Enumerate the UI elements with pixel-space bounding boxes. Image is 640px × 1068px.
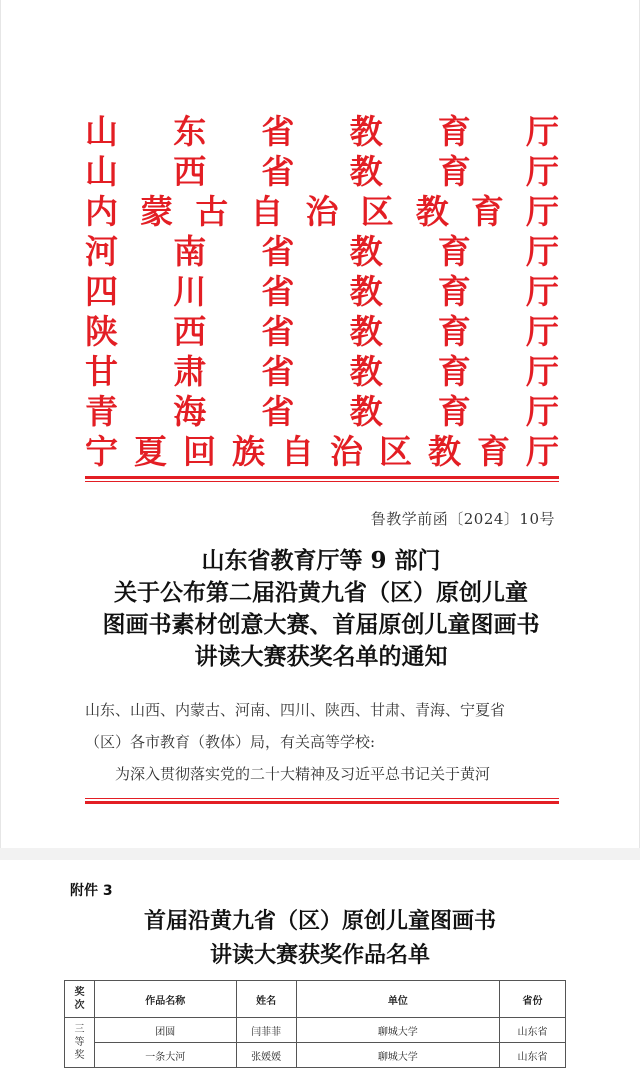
header-char: 区 <box>360 192 394 231</box>
header-line <box>85 272 559 312</box>
header-char: 海 <box>173 392 207 431</box>
red-separator-bottom <box>85 798 559 804</box>
header-work: 作品名称 <box>94 981 236 1018</box>
header-char: 教 <box>349 232 383 271</box>
header-award <box>65 981 95 1018</box>
attachment-title-line: 讲读大赛获奖作品名单 <box>209 942 430 968</box>
header-char: 治 <box>305 192 339 231</box>
header-char: 育 <box>477 432 510 471</box>
header-char: 育 <box>437 152 471 191</box>
award-level-char: 等 <box>74 1037 85 1048</box>
cell-unit: 聊城大学 <box>296 1018 500 1043</box>
header-char: 东 <box>173 112 207 151</box>
table-header-row <box>65 981 566 1018</box>
header-char: 厅 <box>525 112 559 151</box>
header-char: 夏 <box>134 432 167 471</box>
header-char: 厅 <box>525 152 559 191</box>
issuing-departments-header <box>85 112 559 472</box>
page-gap <box>0 848 640 860</box>
header-line <box>85 312 559 352</box>
header-char: 育 <box>437 352 471 391</box>
header-char: 族 <box>232 432 265 471</box>
header-char: 育 <box>437 112 471 151</box>
header-char: 教 <box>349 272 383 311</box>
document-page-2 <box>0 860 640 1066</box>
header-char: 治 <box>330 432 363 471</box>
header-char: 省 <box>261 232 295 271</box>
header-province: 省份 <box>500 981 566 1018</box>
header-char: 内 <box>85 192 118 231</box>
title-line: 讲读大赛获奖名单的通知 <box>194 643 448 670</box>
body-paragraph: 为深入贯彻落实党的二十大精神及习近平总书记关于黄河 <box>115 765 491 783</box>
header-char: 育 <box>437 232 471 271</box>
header-line <box>85 152 559 192</box>
recipients-line: 山东、山西、内蒙古、河南、四川、陕西、甘肃、青海、宁夏省 <box>85 701 506 719</box>
header-unit: 单位 <box>296 981 500 1018</box>
header-char: 省 <box>261 272 295 311</box>
header-char: 育 <box>437 272 471 311</box>
attachment-label: 附件 3 <box>70 883 113 899</box>
header-line <box>85 192 559 232</box>
header-name: 姓名 <box>236 981 296 1018</box>
header-char: 肃 <box>173 352 207 391</box>
notice-title <box>1 545 640 673</box>
red-separator-top <box>85 476 559 482</box>
cell-unit: 聊城大学 <box>296 1043 500 1068</box>
header-char: 教 <box>349 352 383 391</box>
header-char: 山 <box>85 152 118 191</box>
header-line <box>85 232 559 272</box>
header-char: 回 <box>183 432 216 471</box>
recipients-line: （区）各市教育（教体）局，有关高等学校: <box>85 733 376 751</box>
cell-work: 团圆 <box>94 1018 236 1043</box>
header-line <box>85 432 559 472</box>
header-char: 川 <box>173 272 207 311</box>
award-level-cell <box>65 1018 95 1068</box>
header-char: 山 <box>85 112 118 151</box>
header-char: 蒙 <box>140 192 174 231</box>
header-char: 西 <box>173 152 207 191</box>
header-char: 区 <box>379 432 412 471</box>
cell-province: 山东省 <box>500 1018 566 1043</box>
header-char: 教 <box>349 392 383 431</box>
header-char: 陕 <box>85 312 118 351</box>
cell-name: 张媛媛 <box>236 1043 296 1068</box>
header-char: 宁 <box>85 432 118 471</box>
title-line: 关于公布第二届沿黄九省（区）原创儿童 <box>114 579 528 606</box>
header-char: 育 <box>470 192 504 231</box>
header-char: 南 <box>173 232 207 271</box>
document-number: 鲁教学前函〔2024〕10号 <box>370 510 555 528</box>
header-line <box>85 352 559 392</box>
award-level-char: 三 <box>74 1024 85 1035</box>
header-char: 厅 <box>525 392 559 431</box>
awards-table <box>64 980 566 1068</box>
header-char: 厅 <box>526 432 559 471</box>
header-char: 厅 <box>525 312 559 351</box>
header-char: 自 <box>250 192 284 231</box>
header-char: 教 <box>349 152 383 191</box>
cell-name: 闫菲菲 <box>236 1018 296 1043</box>
header-char: 古 <box>195 192 229 231</box>
header-char: 河 <box>85 232 118 271</box>
header-char: 西 <box>173 312 207 351</box>
award-level-char: 奖 <box>74 1050 85 1061</box>
header-char: 省 <box>261 112 295 151</box>
attachment-title-line: 首届沿黄九省（区）原创儿童图画书 <box>143 908 496 934</box>
header-char: 省 <box>261 152 295 191</box>
cell-province: 山东省 <box>500 1043 566 1068</box>
cell-work: 一条大河 <box>94 1043 236 1068</box>
header-char: 厅 <box>526 192 559 231</box>
header-line <box>85 392 559 432</box>
header-line <box>85 112 559 152</box>
header-char: 育 <box>437 392 471 431</box>
header-char: 省 <box>261 352 295 391</box>
header-char: 省 <box>261 392 295 431</box>
attachment-title <box>0 904 640 972</box>
title-line: 山东省教育厅等 9 部门 <box>201 547 441 574</box>
header-char: 厅 <box>525 352 559 391</box>
table-row <box>65 1043 566 1068</box>
header-char: 厅 <box>525 272 559 311</box>
notice-body <box>85 694 559 790</box>
header-char: 甘 <box>85 352 118 391</box>
header-char: 教 <box>415 192 449 231</box>
header-char: 青 <box>85 392 118 431</box>
header-char: 省 <box>261 312 295 351</box>
header-char: 育 <box>437 312 471 351</box>
header-char: 厅 <box>525 232 559 271</box>
title-line: 图画书素材创意大赛、首届原创儿童图画书 <box>102 611 540 638</box>
header-char: 四 <box>85 272 118 311</box>
table-row <box>65 1018 566 1043</box>
header-award-char: 次 <box>74 1000 85 1011</box>
header-char: 教 <box>349 312 383 351</box>
header-char: 教 <box>349 112 383 151</box>
header-char: 教 <box>428 432 461 471</box>
header-award-char: 奖 <box>74 987 85 998</box>
header-char: 自 <box>281 432 314 471</box>
